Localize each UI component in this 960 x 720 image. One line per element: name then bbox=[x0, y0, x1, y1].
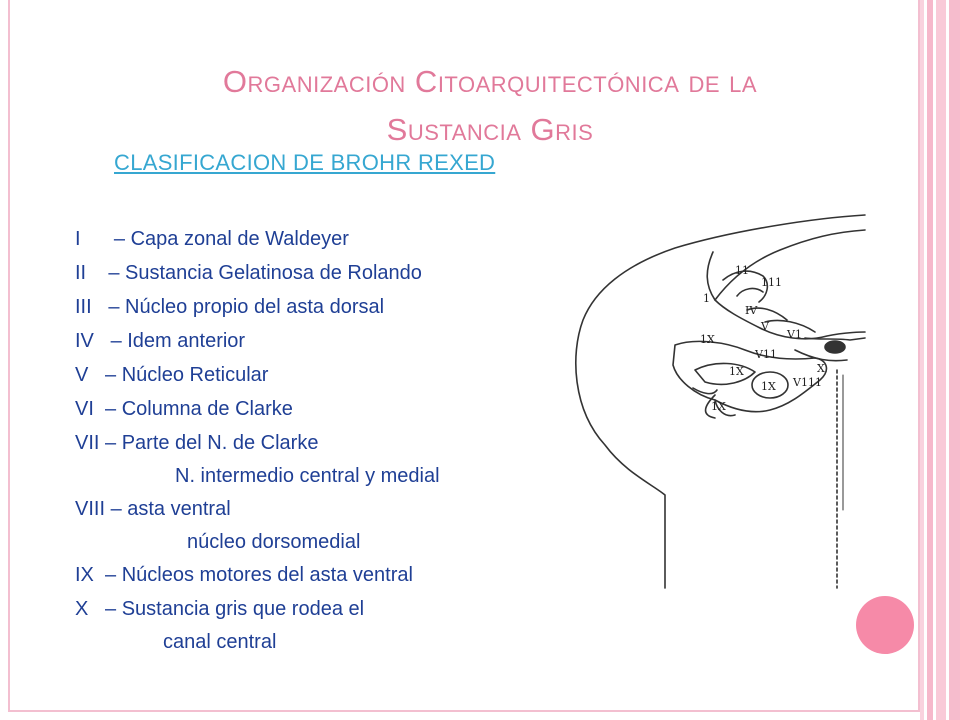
dorsal-horn bbox=[707, 252, 865, 339]
classification-link[interactable]: CLASIFICACION DE BROHR REXED bbox=[114, 150, 496, 175]
label-x: X bbox=[817, 362, 825, 375]
list-item-lamina-v: V – Núcleo Reticular bbox=[75, 364, 269, 386]
slide-title bbox=[80, 58, 900, 154]
label-vii: V11 bbox=[755, 348, 777, 361]
label-vi: V1 bbox=[787, 328, 802, 341]
laminae-list bbox=[75, 222, 595, 658]
label-iv: IV bbox=[745, 304, 758, 317]
label-ix-a: 1X bbox=[700, 333, 715, 346]
list-item-lamina-iii: III – Núcleo propio del asta dorsal bbox=[75, 296, 385, 318]
label-iii: 111 bbox=[761, 276, 782, 289]
label-ii: 11 bbox=[735, 264, 749, 277]
list-item-lamina-vi: VI – Columna de Clarke bbox=[75, 398, 293, 420]
list-item-lamina-viii: VIII – asta ventral bbox=[75, 498, 231, 520]
spinal-cord-laminae-diagram bbox=[565, 210, 870, 590]
label-ix-d: 1X bbox=[711, 400, 726, 413]
title-line-2: Sustancia Gris bbox=[386, 112, 594, 147]
list-item-lamina-viii-cont: núcleo dorsomedial bbox=[187, 531, 361, 553]
label-ix-b: 1X bbox=[729, 365, 744, 378]
list-item-lamina-x-cont: canal central bbox=[163, 631, 277, 653]
decorative-dot bbox=[856, 596, 914, 654]
title-line-1: Organización Citoarquitectónica de la bbox=[222, 64, 758, 99]
list-item-lamina-ii: II – Sustancia Gelatinosa de Rolando bbox=[75, 262, 422, 284]
list-item-lamina-vii: VII – Parte del N. de Clarke bbox=[75, 432, 319, 454]
list-item-lamina-ix: IX – Núcleos motores del asta ventral bbox=[75, 564, 413, 586]
label-i: 1 bbox=[703, 292, 710, 305]
list-item-lamina-vii-cont: N. intermedio central y medial bbox=[175, 465, 440, 487]
list-item-lamina-iv: IV – Idem anterior bbox=[75, 330, 246, 352]
central-canal bbox=[825, 341, 845, 353]
label-ix-c: 1X bbox=[761, 380, 776, 393]
list-item-lamina-i: I – Capa zonal de Waldeyer bbox=[75, 228, 349, 250]
decorative-stripes bbox=[920, 0, 960, 720]
label-viii: V111 bbox=[793, 376, 822, 389]
label-v: V bbox=[761, 320, 769, 333]
list-item-lamina-x: X – Sustancia gris que rodea el bbox=[75, 598, 365, 620]
